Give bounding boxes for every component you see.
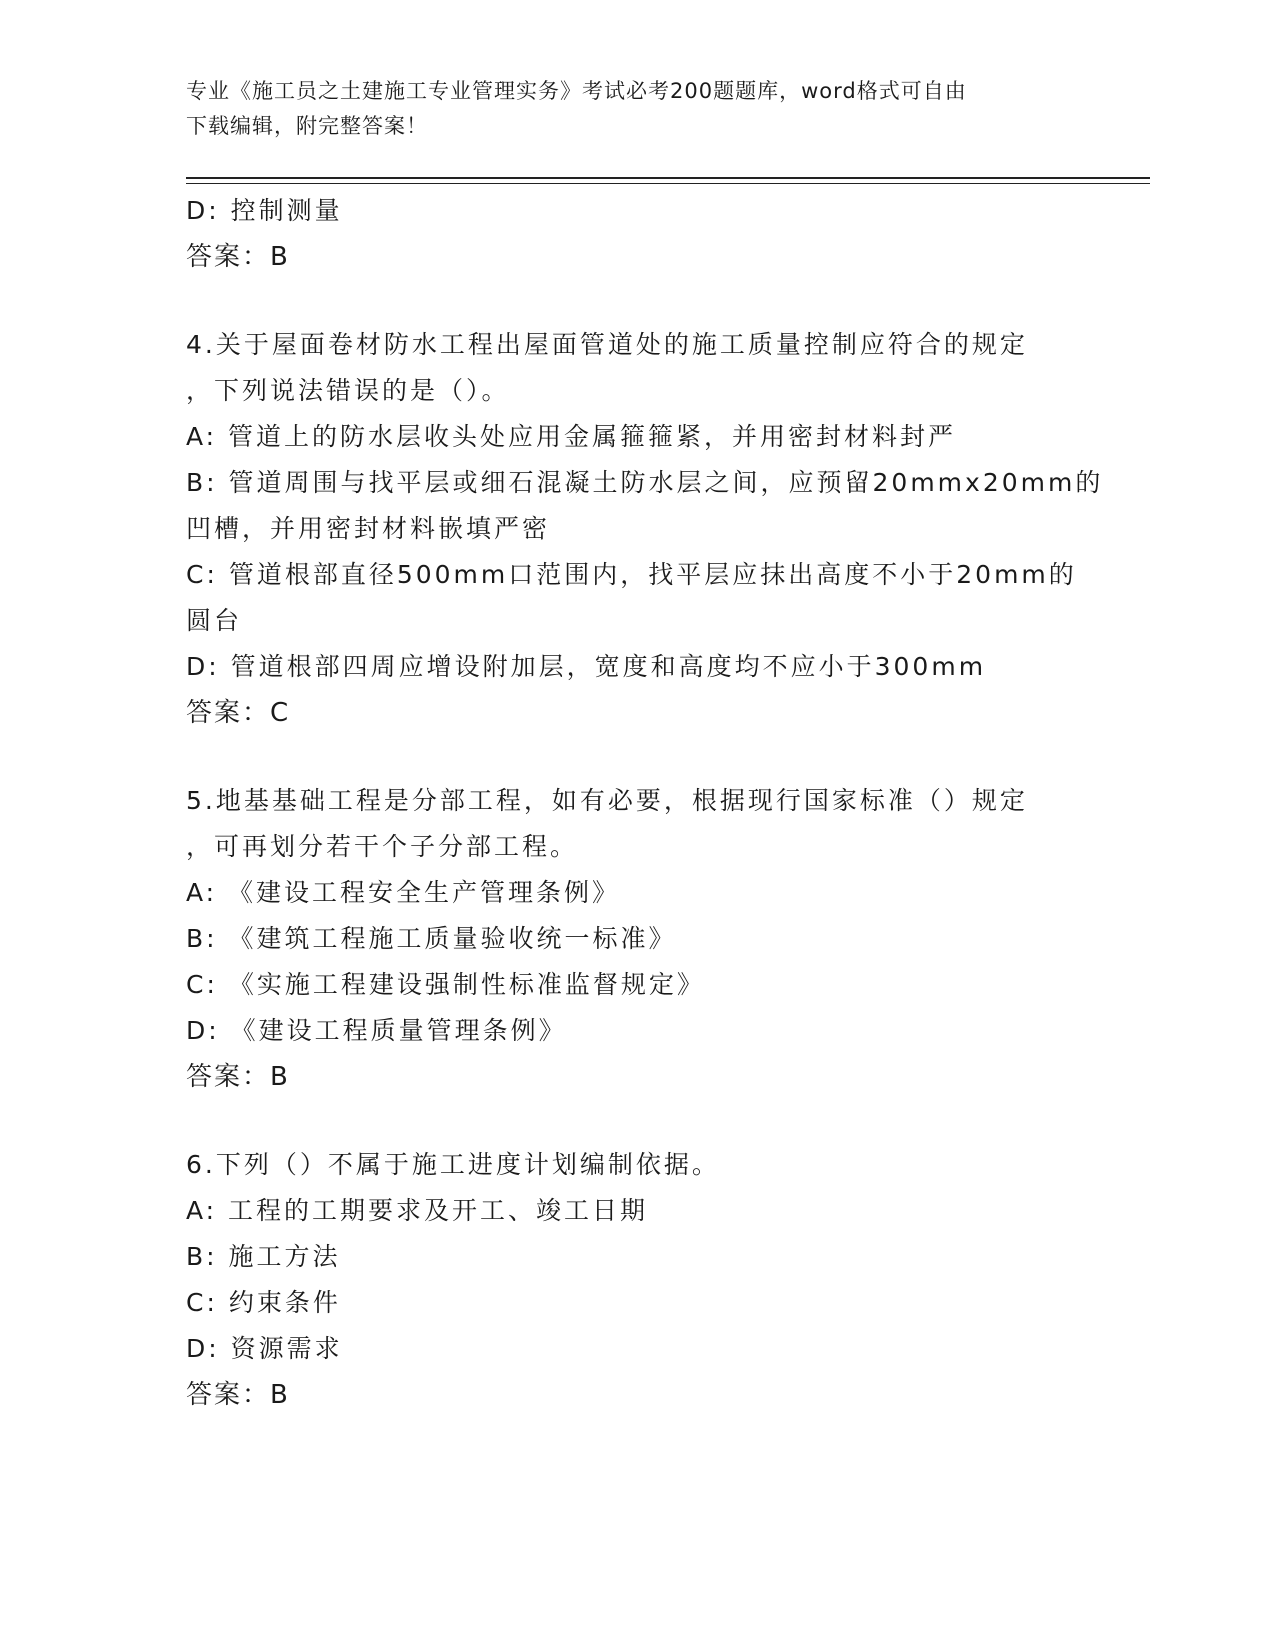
option-a: A: 工程的工期要求及开工、竣工日期	[186, 1196, 649, 1225]
option-a: A: 《建设工程安全生产管理条例》	[186, 878, 621, 907]
option-b: B: 管道周围与找平层或细石混凝土防水层之间，应预留20mmx20mm的	[186, 468, 1104, 497]
header-divider-thick	[186, 177, 1150, 179]
header-line-2: 下载编辑，附完整答案！	[186, 114, 428, 138]
page-header	[186, 74, 1066, 144]
header-divider-thin	[186, 183, 1150, 184]
option-b: B: 《建筑工程施工质量验收统一标准》	[186, 924, 677, 953]
question-3-tail	[186, 188, 1086, 280]
answer: 答案：C	[186, 698, 291, 728]
spacer	[186, 280, 1086, 322]
spacer	[186, 1100, 1086, 1142]
answer: 答案：B	[186, 1062, 290, 1092]
header-line-1: 专业《施工员之土建施工专业管理实务》考试必考200题题库，word格式可自由	[186, 79, 967, 103]
option-c-cont: 圆台	[186, 606, 243, 635]
option-c: C: 管道根部直径500mm口范围内，找平层应抹出高度不小于20mm的	[186, 560, 1077, 589]
question-title: 5.地基基础工程是分部工程，如有必要，根据现行国家标准（）规定	[186, 786, 1028, 815]
question-title: 4.关于屋面卷材防水工程出屋面管道处的施工质量控制应符合的规定	[186, 330, 1028, 359]
question-list	[186, 188, 1104, 1418]
option-d: D: 控制测量	[186, 196, 343, 225]
option-a: A: 管道上的防水层收头处应用金属箍箍紧，并用密封材料封严	[186, 422, 957, 451]
question-5	[186, 778, 1086, 1100]
question-title-cont: ，可再划分若干个子分部工程。	[186, 832, 579, 861]
question-title: 6.下列（）不属于施工进度计划编制依据。	[186, 1150, 720, 1179]
option-b-cont: 凹槽，并用密封材料嵌填严密	[186, 514, 551, 543]
option-b: B: 施工方法	[186, 1242, 341, 1271]
option-d: D: 资源需求	[186, 1334, 343, 1363]
option-c: C: 《实施工程建设强制性标准监督规定》	[186, 970, 705, 999]
option-c: C: 约束条件	[186, 1288, 341, 1317]
spacer	[186, 736, 1086, 778]
question-6	[186, 1142, 1086, 1418]
question-4	[186, 322, 1104, 736]
option-d: D: 《建设工程质量管理条例》	[186, 1016, 567, 1045]
answer: 答案：B	[186, 242, 290, 272]
question-title-cont: ，下列说法错误的是（）。	[186, 376, 510, 405]
option-d: D: 管道根部四周应增设附加层，宽度和高度均不应小于300mm	[186, 652, 987, 681]
answer: 答案：B	[186, 1380, 290, 1410]
